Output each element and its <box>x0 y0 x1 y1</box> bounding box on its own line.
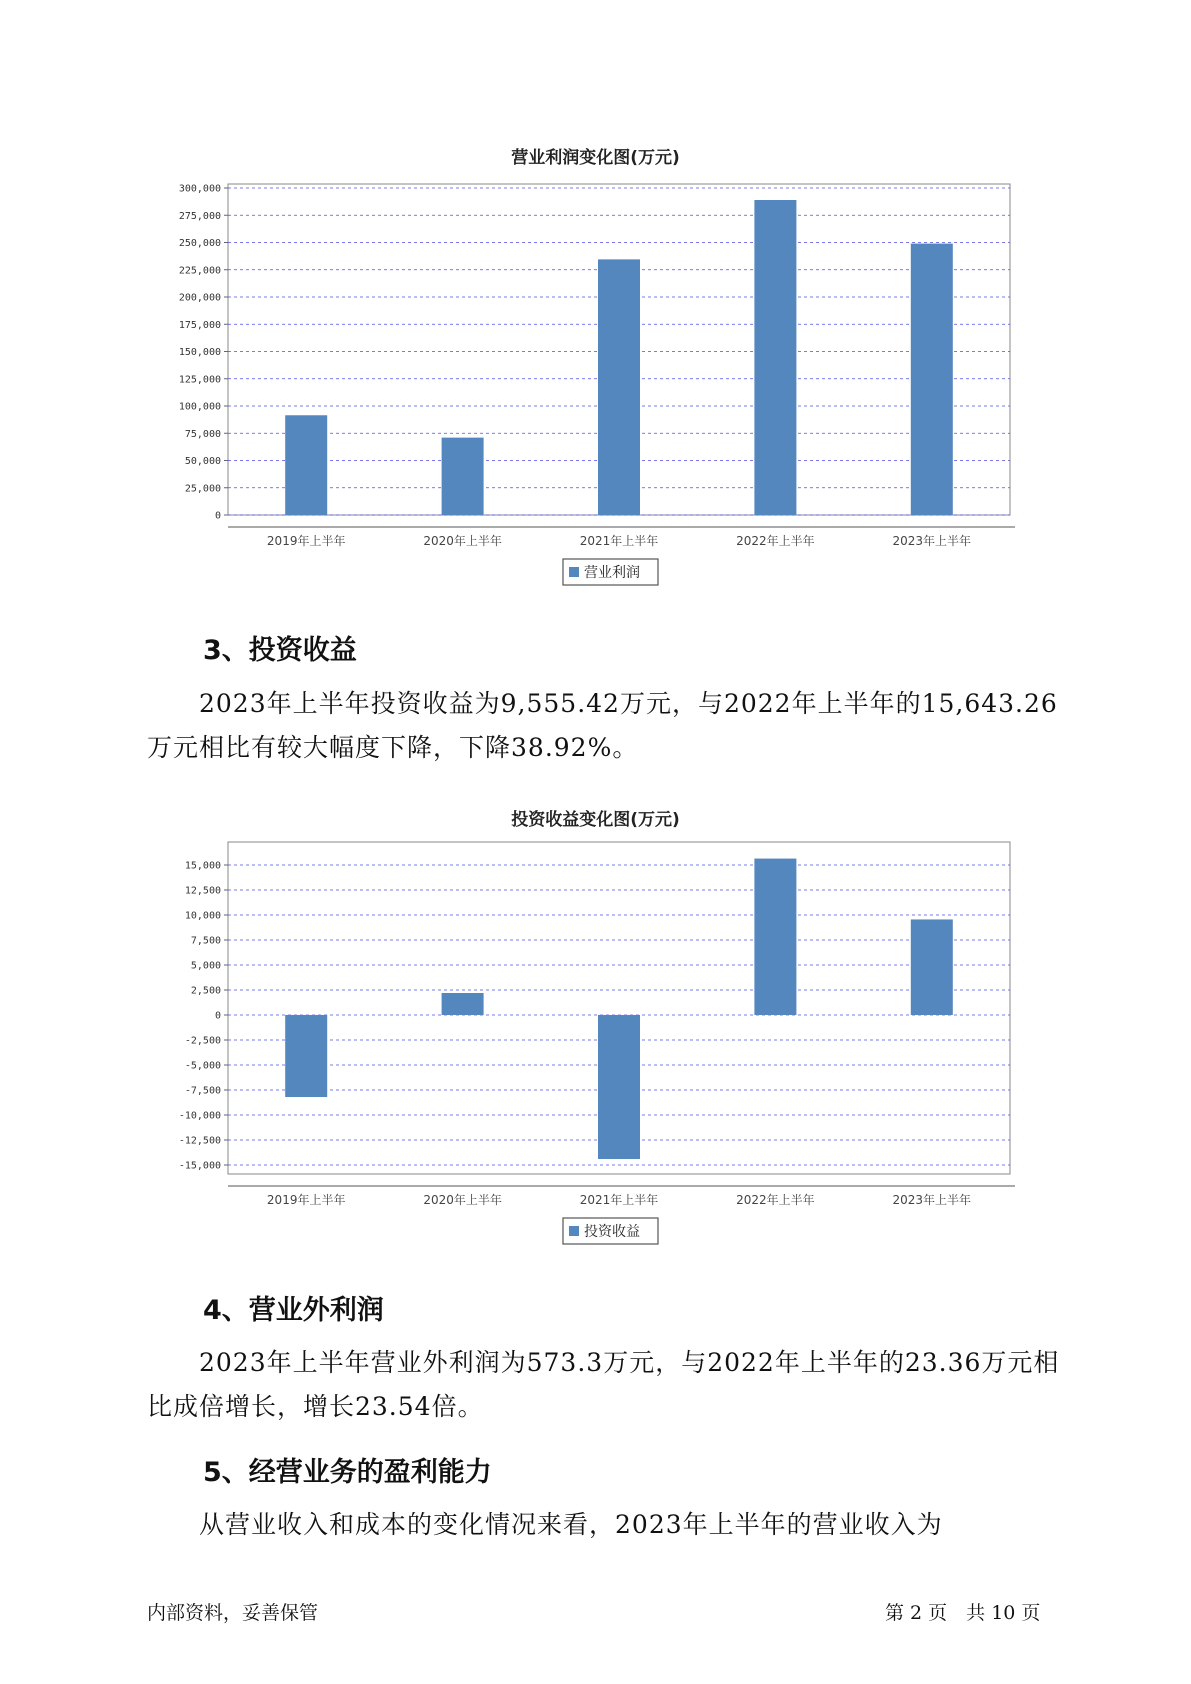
y-tick-label: 100,000 <box>178 401 221 413</box>
bar-2 <box>442 438 484 515</box>
y-tick-label: 200,000 <box>178 292 221 304</box>
chart1-title: 营业利润变化图(万元) <box>511 148 680 168</box>
x-category-label: 2022年上半年 <box>736 534 815 548</box>
bar-1 <box>285 1015 327 1097</box>
bar-3 <box>598 259 640 515</box>
y-tick-label: 300,000 <box>178 183 221 195</box>
y-tick-label: 12,500 <box>184 885 221 897</box>
y-tick-label: 7,500 <box>190 935 221 947</box>
y-tick-label: 175,000 <box>178 319 221 331</box>
section-heading-non-operating-profit: 4、营业外利润 <box>203 1295 384 1326</box>
x-category-label: 2023年上半年 <box>892 534 972 548</box>
paragraph-non-operating-profit: 2023年上半年营业外利润为573.3万元，与2022年上半年的23.36万元相比成倍增长，增长23.54倍。 <box>147 1348 1060 1421</box>
y-tick-label: 150,000 <box>178 347 221 358</box>
bar-4 <box>754 859 796 1015</box>
x-category-label: 2019年上半年 <box>266 534 346 548</box>
y-tick-label: -15,000 <box>178 1160 221 1172</box>
y-tick-label: -12,500 <box>178 1135 221 1147</box>
y-tick-label: -7,500 <box>184 1085 221 1097</box>
y-tick-label: 10,000 <box>184 910 221 922</box>
legend-label: 营业利润 <box>584 565 640 581</box>
y-tick-label: 75,000 <box>184 428 221 440</box>
y-tick-label: 25,000 <box>184 483 221 495</box>
legend-swatch <box>569 567 579 577</box>
y-tick-label: 0 <box>214 510 221 522</box>
footer-page-number: 第 2 页 共 10 页 <box>885 1602 1041 1624</box>
y-tick-label: 250,000 <box>178 238 221 249</box>
section-heading-investment-income: 3、投资收益 <box>203 635 357 666</box>
paragraph-investment-income: 2023年上半年投资收益为9,555.42万元，与2022年上半年的15,643.26万元相比有较大幅度下降，下降38.92%。 <box>147 689 1058 762</box>
y-tick-label: 125,000 <box>178 374 221 386</box>
footer-confidential-note: 内部资料，妥善保管 <box>147 1602 319 1624</box>
y-tick-label: 275,000 <box>178 210 221 222</box>
y-tick-label: 15,000 <box>184 860 221 872</box>
x-category-label: 2020年上半年 <box>423 1193 502 1207</box>
x-category-label: 2023年上半年 <box>892 1193 972 1207</box>
y-tick-label: 2,500 <box>190 985 221 997</box>
paragraph-profitability: 从营业收入和成本的变化情况来看，2023年上半年的营业收入为 <box>199 1510 943 1539</box>
x-category-label: 2022年上半年 <box>736 1193 815 1207</box>
y-tick-label: 5,000 <box>190 960 221 972</box>
section-heading-profitability: 5、经营业务的盈利能力 <box>203 1457 492 1488</box>
y-tick-label: -10,000 <box>178 1110 221 1122</box>
bar-3 <box>598 1015 640 1159</box>
y-tick-label: 50,000 <box>184 456 221 467</box>
x-category-label: 2020年上半年 <box>423 534 502 548</box>
bar-4 <box>754 200 796 515</box>
y-tick-label: -5,000 <box>184 1060 221 1072</box>
legend-label: 投资收益 <box>584 1224 640 1240</box>
y-tick-label: 0 <box>214 1010 221 1022</box>
chart2-title: 投资收益变化图(万元) <box>511 810 680 830</box>
bar-1 <box>285 415 327 515</box>
x-category-label: 2021年上半年 <box>579 1193 659 1207</box>
x-category-label: 2019年上半年 <box>266 1193 346 1207</box>
operating-profit-chart <box>0 170 1191 590</box>
bar-2 <box>442 993 484 1015</box>
investment-income-chart <box>0 830 1191 1250</box>
bar-5 <box>911 919 953 1015</box>
legend-swatch <box>569 1226 579 1236</box>
y-tick-label: -2,500 <box>184 1035 221 1047</box>
y-tick-label: 225,000 <box>178 265 221 277</box>
x-category-label: 2021年上半年 <box>579 534 659 548</box>
bar-5 <box>911 244 953 515</box>
